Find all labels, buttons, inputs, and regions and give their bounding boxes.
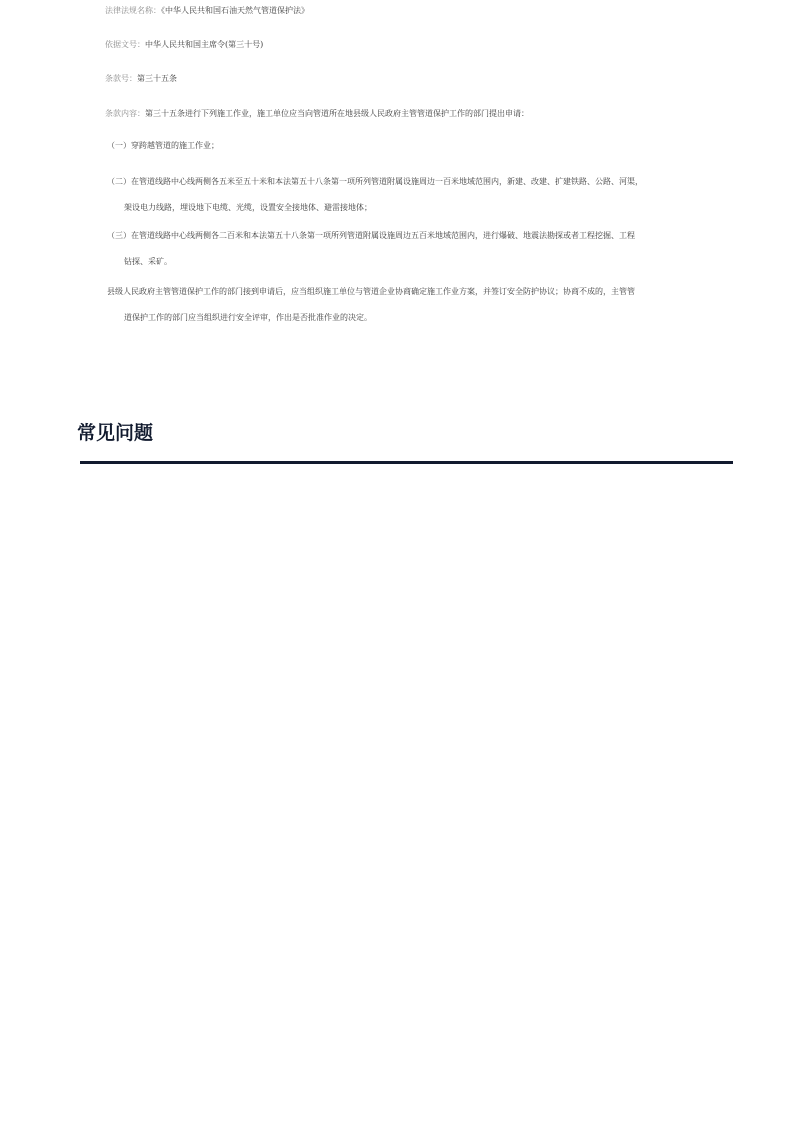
article-content-label: 条款内容： — [105, 109, 145, 118]
basis-line — [105, 39, 263, 51]
clause-item-3 — [107, 223, 682, 275]
faq-title: 常见问题 — [77, 422, 154, 444]
basis-value: 中华人民共和国主席令(第三十号) — [145, 40, 264, 49]
clause-item-2 — [107, 169, 682, 221]
law-name-value: 《中华人民共和国石油天然气管道保护法》 — [161, 6, 309, 15]
clause-item-3-line1: （三）在管道线路中心线两侧各二百米和本法第五十八条第一项所列管道附属设施周边五百米地域范围内，进行爆破、地震法勘探或者工程挖掘、工程 — [107, 231, 635, 240]
clause-paragraph-line1: 县级人民政府主管管道保护工作的部门接到申请后，应当组织施工单位与管道企业协商确定施工作业方案，并签订安全防护协议；协商不成的，主管管 — [107, 287, 635, 296]
clause-item-2-line2: 架设电力线路，埋设地下电缆、光缆，设置安全接地体、避雷接地体； — [124, 203, 372, 212]
clause-paragraph-line2: 道保护工作的部门应当组织进行安全评审，作出是否批准作业的决定。 — [124, 313, 372, 322]
clause-item-2-line1: （二）在管道线路中心线两侧各五米至五十米和本法第五十八条第一项所列管道附属设施周边一百米地域范围内，新建、改建、扩建铁路、公路、河渠， — [107, 177, 643, 186]
article-content-line — [105, 108, 529, 120]
faq-divider — [80, 461, 733, 464]
law-name-label: 法律法规名称： — [105, 6, 161, 15]
article-number-label: 条款号： — [105, 74, 137, 83]
clause-paragraph — [107, 279, 682, 331]
law-name-line — [105, 5, 309, 17]
clause-item-1-text: （一）穿跨越管道的施工作业； — [107, 141, 219, 150]
article-number-value: 第三十五条 — [137, 74, 177, 83]
article-content-value: 第三十五条进行下列施工作业，施工单位应当向管道所在地县级人民政府主管管道保护工作的部门提出申请： — [145, 109, 529, 118]
basis-label: 依据文号： — [105, 40, 145, 49]
clause-item-1 — [107, 133, 682, 159]
clause-item-3-line2: 钻探、采矿。 — [124, 257, 172, 266]
article-number-line — [105, 73, 177, 85]
